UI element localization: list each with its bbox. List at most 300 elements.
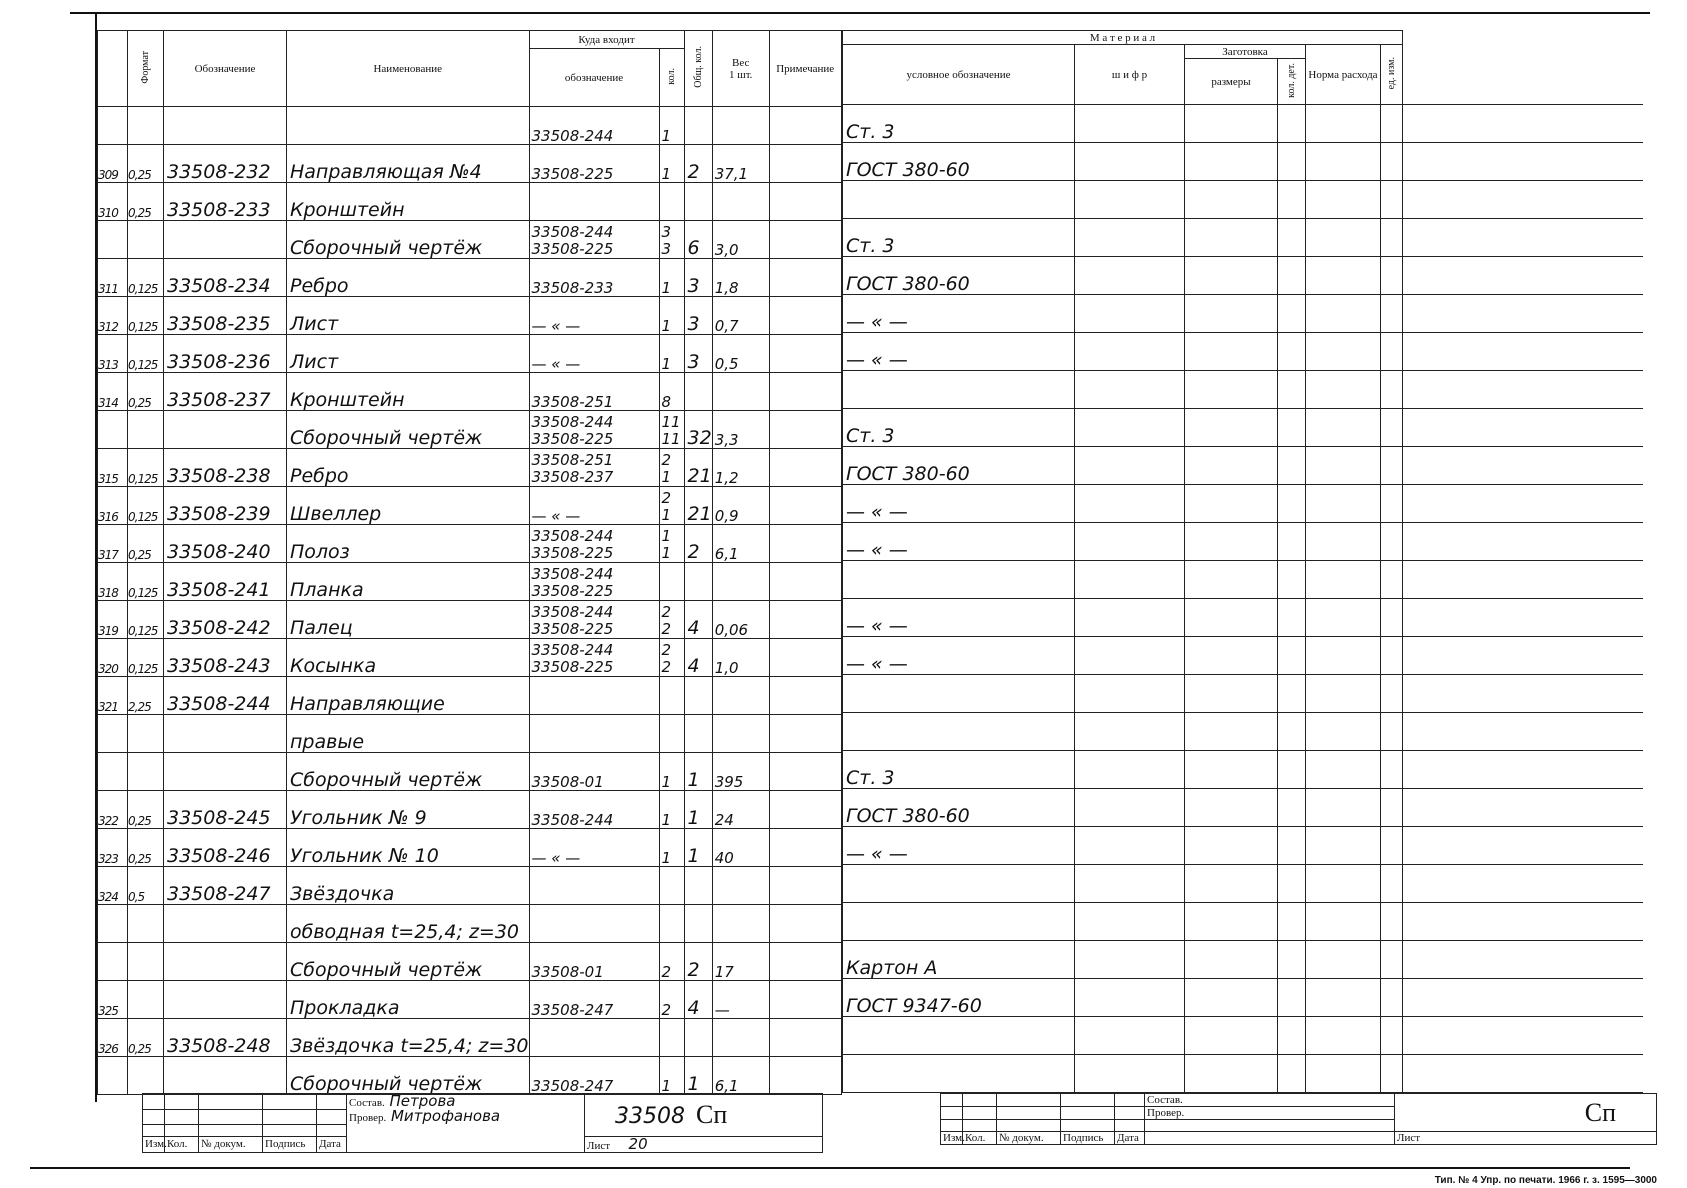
- cell-material-empty: [1075, 1017, 1185, 1055]
- cell-des: [164, 981, 287, 1019]
- cell-tot: 21: [684, 487, 712, 525]
- cell-material-empty: [1306, 713, 1381, 751]
- cell-material-empty: [1381, 751, 1403, 789]
- cell-pos: 310: [98, 183, 128, 221]
- cell-tot: [684, 677, 712, 715]
- cell-note: [769, 183, 841, 221]
- cell-fmt: 0,25: [128, 829, 164, 867]
- cell-note: [769, 487, 841, 525]
- cell-material-empty: [1075, 599, 1185, 637]
- cell-tot: 1: [684, 791, 712, 829]
- cell-material-empty: [1185, 713, 1278, 751]
- cell-tot: 1: [684, 829, 712, 867]
- cell-des: [164, 221, 287, 259]
- cell-material-empty: [1381, 789, 1403, 827]
- cell-fmt: 0,25: [128, 373, 164, 411]
- cell-name: Сборочный чертёж: [287, 411, 530, 449]
- cell-material-empty: [1185, 789, 1278, 827]
- cell-material-empty: [1306, 485, 1381, 523]
- cell-q: [659, 411, 684, 449]
- cell-q: 1: [659, 791, 684, 829]
- cell-des: 33508-232: [164, 145, 287, 183]
- table-row: [98, 525, 842, 563]
- cell-note: [769, 905, 841, 943]
- cell-material-empty: [1381, 561, 1403, 599]
- cell-tot: 2: [684, 145, 712, 183]
- cell-where: — « —: [529, 297, 659, 335]
- cell-material-empty: [1278, 523, 1306, 561]
- cell-tot: 6: [684, 221, 712, 259]
- cell-material-empty: [1075, 485, 1185, 523]
- cell-pos: 324: [98, 867, 128, 905]
- cell-material-empty: [1306, 789, 1381, 827]
- cell-where: 33508-233: [529, 259, 659, 297]
- cell-w: 0,7: [712, 297, 769, 335]
- cell-material-empty: [1381, 675, 1403, 713]
- cell-note: [769, 297, 841, 335]
- material-row: [843, 333, 1643, 371]
- cell-where: [529, 677, 659, 715]
- cell-where: [529, 639, 659, 677]
- cell-where-line: 33508-225: [531, 582, 614, 600]
- cell-where: [529, 867, 659, 905]
- cell-q-line: 11: [661, 430, 681, 448]
- cell-material-empty: [1381, 827, 1403, 865]
- cell-note: [769, 107, 841, 145]
- cell-material-empty: [1075, 941, 1185, 979]
- cell-q: 1: [659, 753, 684, 791]
- cell-note: [769, 1057, 841, 1095]
- table-row: [98, 715, 842, 753]
- cell-note: [769, 525, 841, 563]
- cell-q: [659, 449, 684, 487]
- cell-where-line: 33508-251: [531, 451, 614, 469]
- cell-des: [164, 411, 287, 449]
- material-row: [843, 105, 1643, 143]
- cell-name: Звёздочка: [287, 867, 530, 905]
- cell-where-line: 33508-225: [531, 430, 614, 448]
- cell-where-line: 33508-244: [531, 413, 614, 431]
- cell-material-empty: [1403, 865, 1643, 903]
- cell-fmt: 0,125: [128, 601, 164, 639]
- cell-pos: 309: [98, 145, 128, 183]
- cell-des: [164, 943, 287, 981]
- cell-material-empty: [1306, 409, 1381, 447]
- cell-material-empty: [1381, 447, 1403, 485]
- cell-material-empty: [1278, 447, 1306, 485]
- cell-tot: 1: [684, 753, 712, 791]
- cell-des: [164, 107, 287, 145]
- cell-fmt: 0,125: [128, 449, 164, 487]
- cell-des: [164, 905, 287, 943]
- cell-tot: 4: [684, 639, 712, 677]
- cell-material-empty: [1278, 295, 1306, 333]
- cell-w: [712, 183, 769, 221]
- cell-pos: 315: [98, 449, 128, 487]
- cell-name: Косынка: [287, 639, 530, 677]
- cell-note: [769, 373, 841, 411]
- cell-material-empty: [1185, 941, 1278, 979]
- cell-fmt: 2,25: [128, 677, 164, 715]
- cell-material-empty: [1185, 561, 1278, 599]
- cell-material-empty: [1403, 333, 1643, 371]
- cell-material-empty: [1075, 523, 1185, 561]
- table-row: [98, 943, 842, 981]
- cell-where: [529, 525, 659, 563]
- cell-q: [659, 221, 684, 259]
- cell-where: 33508-251: [529, 373, 659, 411]
- material-row: [843, 561, 1643, 599]
- cell-material-empty: [1306, 1055, 1381, 1093]
- col-norm: Норма расхода: [1306, 45, 1381, 105]
- cell-name: Палец: [287, 601, 530, 639]
- cell-pos: [98, 943, 128, 981]
- cell-q: [659, 867, 684, 905]
- cell-fmt: 0,25: [128, 183, 164, 221]
- material-row: [843, 751, 1643, 789]
- cell-w: 37,1: [712, 145, 769, 183]
- cell-material-empty: [1278, 561, 1306, 599]
- cell-name: Прокладка: [287, 981, 530, 1019]
- cell-w: [712, 563, 769, 601]
- col-qty: кол.: [659, 49, 684, 107]
- cell-tot: [684, 905, 712, 943]
- cell-q: [659, 487, 684, 525]
- cell-where: — « —: [529, 487, 659, 525]
- cell-material-empty: [1075, 105, 1185, 143]
- table-row: [98, 905, 842, 943]
- cell-material-empty: [1075, 637, 1185, 675]
- col-note: Примечание: [769, 31, 841, 107]
- cell-w: 1,8: [712, 259, 769, 297]
- cell-where: 33508-225: [529, 145, 659, 183]
- cell-material-empty: [1381, 941, 1403, 979]
- cell-note: [769, 867, 841, 905]
- cell-pos: 316: [98, 487, 128, 525]
- cell-material-empty: [1185, 751, 1278, 789]
- material-row: [843, 219, 1643, 257]
- cell-material-empty: [1306, 105, 1381, 143]
- cell-w: 1,0: [712, 639, 769, 677]
- cell-material-empty: [1381, 333, 1403, 371]
- cell-tot: [684, 373, 712, 411]
- cell-material-empty: [1278, 941, 1306, 979]
- table-row: [98, 1019, 842, 1057]
- cell-where: 33508-01: [529, 943, 659, 981]
- cell-where: [529, 449, 659, 487]
- cell-material: ГОСТ 380-60: [843, 257, 1075, 295]
- cell-material-empty: [1381, 485, 1403, 523]
- cell-pos: 314: [98, 373, 128, 411]
- cell-note: [769, 411, 841, 449]
- cell-name: Ребро: [287, 259, 530, 297]
- cell-fmt: [128, 753, 164, 791]
- cell-material-empty: [1381, 637, 1403, 675]
- cell-fmt: 0,25: [128, 1019, 164, 1057]
- cell-des: 33508-242: [164, 601, 287, 639]
- cell-note: [769, 639, 841, 677]
- cell-des: [164, 753, 287, 791]
- col-qty-parts: кол. дет.: [1278, 59, 1306, 105]
- cell-q: 1: [659, 1057, 684, 1095]
- cell-material-empty: [1278, 333, 1306, 371]
- cell-q-line: 2: [661, 641, 672, 659]
- cell-name: Полоз: [287, 525, 530, 563]
- cell-where: — « —: [529, 335, 659, 373]
- table-row: [98, 107, 842, 145]
- cell-material-empty: [1075, 257, 1185, 295]
- table-row: [98, 449, 842, 487]
- cell-material-empty: [1403, 941, 1643, 979]
- cell-material: [843, 181, 1075, 219]
- cell-note: [769, 943, 841, 981]
- title-block-right: Состав. Сп Провер. Изм. Кол. № докум. Подпись Дата Лист: [940, 1093, 1657, 1145]
- cell-q-line: 11: [661, 413, 681, 431]
- cell-q-line: 1: [661, 468, 672, 486]
- cell-material-empty: [1403, 181, 1643, 219]
- cell-material-empty: [1403, 105, 1643, 143]
- material-row: [843, 409, 1643, 447]
- cell-material-empty: [1075, 713, 1185, 751]
- cell-w: 17: [712, 943, 769, 981]
- cell-material-empty: [1075, 789, 1185, 827]
- cell-fmt: 0,125: [128, 259, 164, 297]
- cell-material-empty: [1381, 181, 1403, 219]
- cell-q-line: 2: [661, 489, 672, 507]
- cell-note: [769, 791, 841, 829]
- cell-material-empty: [1075, 333, 1185, 371]
- cell-material-empty: [1278, 371, 1306, 409]
- cell-pos: [98, 715, 128, 753]
- cell-q-line: 2: [661, 603, 672, 621]
- cell-w: [712, 867, 769, 905]
- table-row: [98, 221, 842, 259]
- cell-material: — « —: [843, 523, 1075, 561]
- cell-material: — « —: [843, 485, 1075, 523]
- cell-material: ГОСТ 380-60: [843, 789, 1075, 827]
- cell-des: 33508-238: [164, 449, 287, 487]
- cell-material-empty: [1185, 523, 1278, 561]
- col-pos: [98, 31, 128, 107]
- cell-material-empty: [1185, 181, 1278, 219]
- cell-material-empty: [1381, 257, 1403, 295]
- cell-material-empty: [1075, 979, 1185, 1017]
- cell-material-empty: [1306, 143, 1381, 181]
- cell-name: Направляющие: [287, 677, 530, 715]
- cell-material-empty: [1075, 751, 1185, 789]
- cell-pos: 326: [98, 1019, 128, 1057]
- cell-material-empty: [1185, 1055, 1278, 1093]
- cell-material-empty: [1075, 219, 1185, 257]
- sheet-border-top: [70, 12, 1650, 14]
- cell-name: Лист: [287, 335, 530, 373]
- col-sizes: размеры: [1185, 59, 1278, 105]
- table-row: [98, 601, 842, 639]
- cell-name: Кронштейн: [287, 373, 530, 411]
- cell-pos: 319: [98, 601, 128, 639]
- cell-material-empty: [1381, 143, 1403, 181]
- cell-material-empty: [1403, 675, 1643, 713]
- cell-des: 33508-237: [164, 373, 287, 411]
- cell-where-line: 33508-225: [531, 240, 614, 258]
- cell-q-line: 3: [661, 223, 672, 241]
- table-row: [98, 981, 842, 1019]
- cell-pos: 318: [98, 563, 128, 601]
- cell-des: [164, 715, 287, 753]
- cell-w: [712, 677, 769, 715]
- cell-w: [712, 905, 769, 943]
- cell-material-empty: [1381, 409, 1403, 447]
- cell-where: [529, 601, 659, 639]
- cell-material-empty: [1075, 371, 1185, 409]
- cell-material: Картон А: [843, 941, 1075, 979]
- cell-pos: 317: [98, 525, 128, 563]
- cell-material-empty: [1381, 599, 1403, 637]
- table-row: [98, 373, 842, 411]
- cell-material-empty: [1185, 219, 1278, 257]
- cell-where: 33508-01: [529, 753, 659, 791]
- cell-where: [529, 905, 659, 943]
- cell-q: 2: [659, 943, 684, 981]
- cell-tot: 4: [684, 601, 712, 639]
- specification-table: [97, 30, 842, 1095]
- cell-w: 1,2: [712, 449, 769, 487]
- cell-w: [712, 373, 769, 411]
- cell-material-empty: [1075, 447, 1185, 485]
- checked-signature: Митрофанова: [390, 1107, 501, 1125]
- cell-des: 33508-236: [164, 335, 287, 373]
- table-row: [98, 677, 842, 715]
- cell-where: [529, 411, 659, 449]
- cell-where-line: 33508-237: [531, 468, 614, 486]
- cell-pos: [98, 905, 128, 943]
- cell-where-line: 33508-244: [531, 527, 614, 545]
- cell-name: Звёздочка t=25,4; z=30: [287, 1019, 530, 1057]
- cell-material-empty: [1185, 485, 1278, 523]
- cell-material-empty: [1403, 371, 1643, 409]
- cell-note: [769, 601, 841, 639]
- cell-material-empty: [1185, 637, 1278, 675]
- cell-tot: 21: [684, 449, 712, 487]
- col-code: ш и ф р: [1075, 45, 1185, 105]
- material-row: [843, 485, 1643, 523]
- cell-material-empty: [1185, 599, 1278, 637]
- cell-material-empty: [1381, 371, 1403, 409]
- cell-des: 33508-240: [164, 525, 287, 563]
- cell-w: 0,5: [712, 335, 769, 373]
- cell-material-empty: [1403, 979, 1643, 1017]
- cell-material-empty: [1381, 1055, 1403, 1093]
- cell-pos: 313: [98, 335, 128, 373]
- cell-name: Ребро: [287, 449, 530, 487]
- material-row: [843, 1055, 1643, 1093]
- cell-name: Сборочный чертёж: [287, 221, 530, 259]
- cell-fmt: [128, 411, 164, 449]
- cell-note: [769, 335, 841, 373]
- doc-number: 33508: [615, 1103, 685, 1129]
- table-row: [98, 297, 842, 335]
- cell-q-line: 2: [661, 620, 672, 638]
- cell-material-empty: [1185, 865, 1278, 903]
- cell-q-line: 3: [661, 240, 672, 258]
- cell-material-empty: [1278, 713, 1306, 751]
- cell-material-empty: [1403, 295, 1643, 333]
- table-row: [98, 411, 842, 449]
- cell-note: [769, 449, 841, 487]
- col-designation: Обозначение: [164, 31, 287, 107]
- cell-material-empty: [1403, 789, 1643, 827]
- cell-material: [843, 675, 1075, 713]
- sheet-border-bottom: [30, 1167, 1630, 1169]
- cell-pos: [98, 107, 128, 145]
- cell-material-empty: [1381, 713, 1403, 751]
- cell-note: [769, 145, 841, 183]
- cell-tot: 2: [684, 943, 712, 981]
- cell-w: [712, 1019, 769, 1057]
- col-unit: ед. изм.: [1381, 45, 1403, 105]
- cell-where: 33508-247: [529, 1057, 659, 1095]
- table-row: [98, 829, 842, 867]
- cell-material-empty: [1306, 181, 1381, 219]
- cell-w: 40: [712, 829, 769, 867]
- cell-tot: 3: [684, 259, 712, 297]
- table-row: [98, 639, 842, 677]
- material-row: [843, 181, 1643, 219]
- cell-material-empty: [1403, 485, 1643, 523]
- cell-material-empty: [1185, 409, 1278, 447]
- cell-material: Ст. 3: [843, 105, 1075, 143]
- cell-fmt: [128, 1057, 164, 1095]
- table-row: [98, 1057, 842, 1095]
- cell-pos: 323: [98, 829, 128, 867]
- cell-name: Угольник № 10: [287, 829, 530, 867]
- cell-w: 6,1: [712, 525, 769, 563]
- cell-q: [659, 601, 684, 639]
- cell-fmt: 0,125: [128, 297, 164, 335]
- cell-material: [843, 561, 1075, 599]
- cell-material: [843, 865, 1075, 903]
- cell-q: 1: [659, 259, 684, 297]
- cell-q: [659, 715, 684, 753]
- material-row: [843, 865, 1643, 903]
- cell-q-line: 2: [661, 451, 672, 469]
- cell-des: 33508-244: [164, 677, 287, 715]
- cell-material-empty: [1278, 903, 1306, 941]
- cell-pos: 311: [98, 259, 128, 297]
- cell-w: 3,3: [712, 411, 769, 449]
- cell-material-empty: [1403, 257, 1643, 295]
- cell-note: [769, 221, 841, 259]
- cell-q: [659, 183, 684, 221]
- cell-fmt: [128, 715, 164, 753]
- cell-w: 0,06: [712, 601, 769, 639]
- cell-material-empty: [1306, 219, 1381, 257]
- cell-material-empty: [1278, 485, 1306, 523]
- cell-material-empty: [1381, 903, 1403, 941]
- cell-note: [769, 677, 841, 715]
- cell-tot: 3: [684, 297, 712, 335]
- cell-pos: [98, 753, 128, 791]
- cell-material-empty: [1306, 941, 1381, 979]
- material-row: [843, 143, 1643, 181]
- col-format: Формат: [128, 31, 164, 107]
- col-where-designation: обозначение: [529, 49, 659, 107]
- cell-q: [659, 525, 684, 563]
- cell-material-empty: [1381, 865, 1403, 903]
- cell-material-empty: [1075, 295, 1185, 333]
- cell-name: Швеллер: [287, 487, 530, 525]
- cell-material-empty: [1185, 675, 1278, 713]
